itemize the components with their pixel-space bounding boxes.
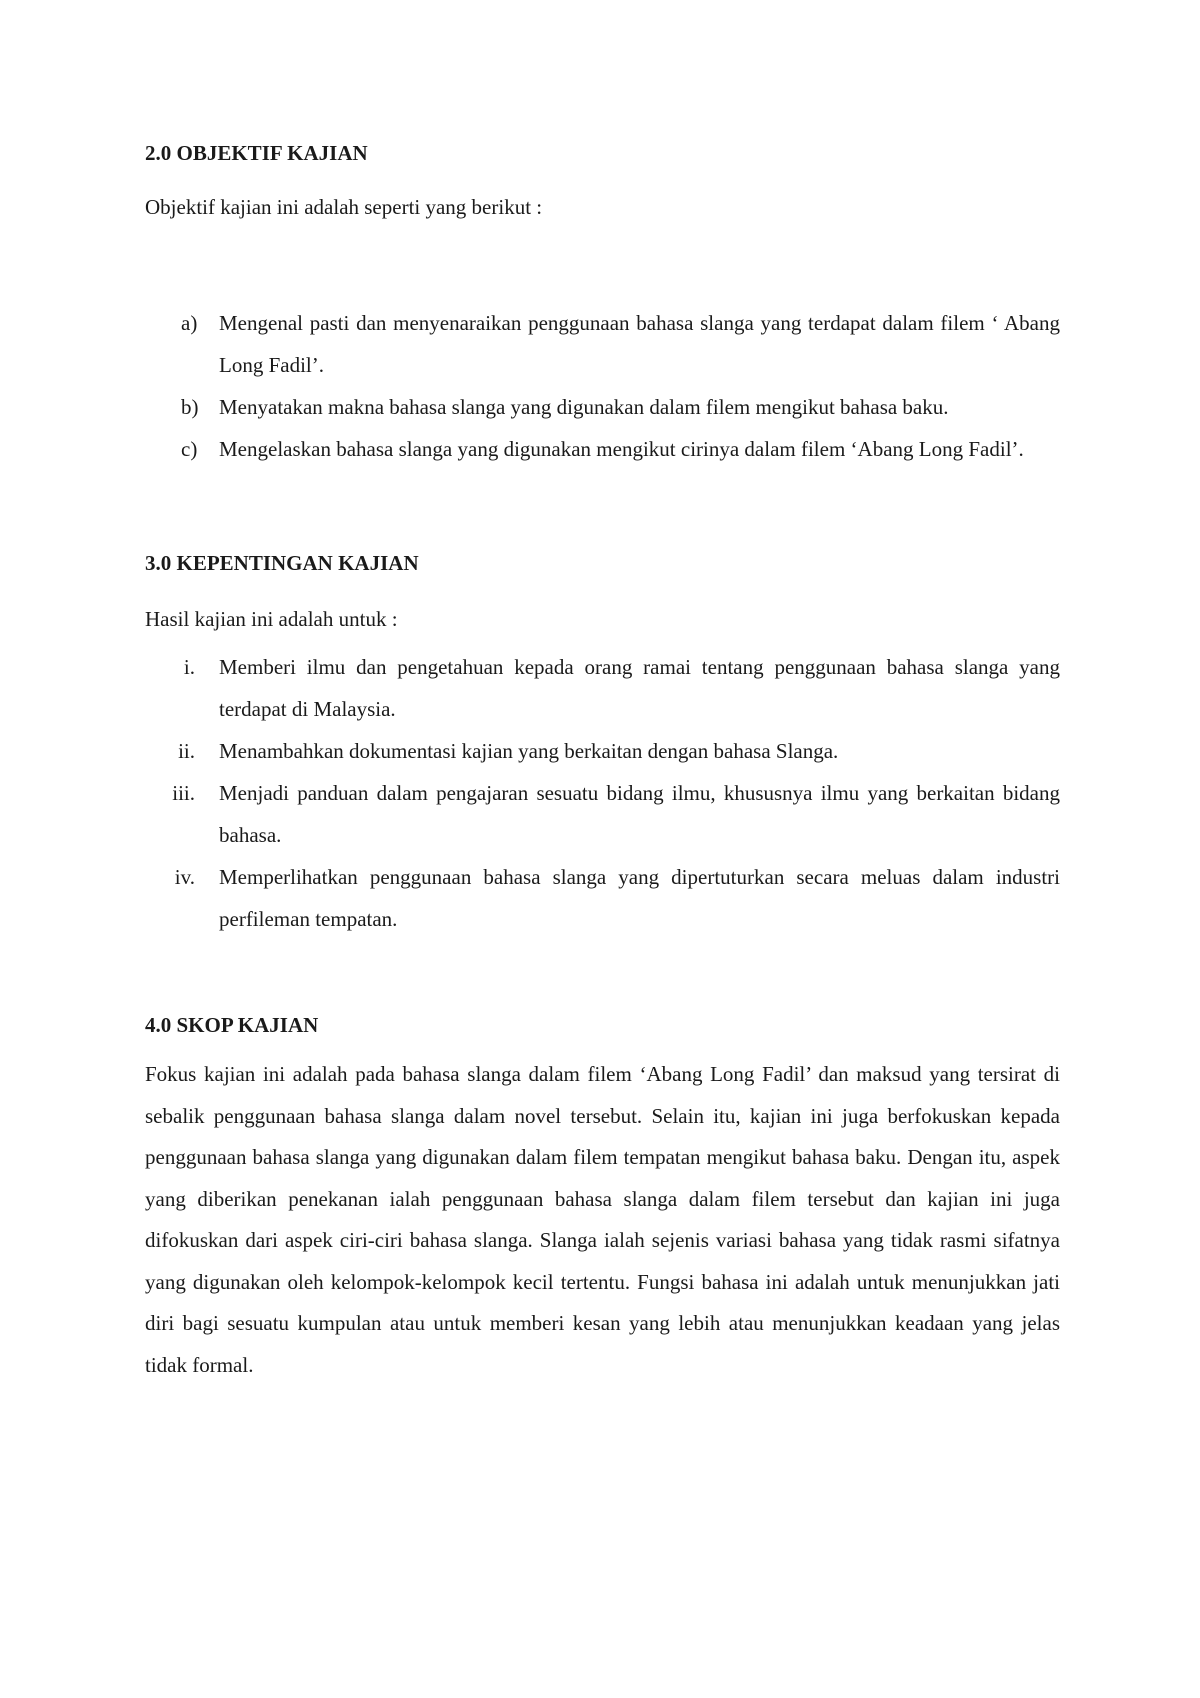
list-item-text: Memperlihatkan penggunaan bahasa slanga yang dipertuturkan secara meluas dalam industri perfileman tempatan. bbox=[219, 865, 1060, 931]
list-item bbox=[145, 856, 1060, 940]
heading-skop-kajian: 4.0 SKOP KAJIAN bbox=[145, 1013, 319, 1037]
list-item bbox=[145, 646, 1060, 730]
list-marker: ii. bbox=[178, 739, 195, 763]
list-item bbox=[145, 428, 1060, 470]
list-marker: a) bbox=[181, 311, 198, 335]
list-item-text: Menambahkan dokumentasi kajian yang berkaitan dengan bahasa Slanga. bbox=[219, 739, 839, 763]
list-marker: c) bbox=[181, 437, 198, 461]
objektif-list bbox=[145, 302, 1060, 470]
document-page bbox=[145, 140, 1060, 1386]
intro-objektif: Objektif kajian ini adalah seperti yang berikut : bbox=[145, 195, 543, 219]
list-marker: i. bbox=[183, 655, 195, 679]
list-marker: b) bbox=[181, 395, 199, 419]
skop-paragraph: Fokus kajian ini adalah pada bahasa slanga dalam filem ‘Abang Long Fadil’ dan maksud yang tersirat di sebalik penggunaan bahasa slanga dalam novel tersebut. Selain itu, kajian ini juga berfokuskan kepada penggunaan bahasa slanga yang digunakan dalam filem tempatan mengikut bahasa baku. Dengan itu, aspek yang diberikan penekanan ialah penggunaan bahasa slanga dalam filem tersebut dan kajian ini juga difokuskan dari aspek ciri-ciri bahasa slanga. Slanga ialah sejenis variasi bahasa yang tidak rasmi sifatnya yang digunakan oleh kelompok-kelompok kecil tertentu. Fungsi bahasa ini adalah untuk menunjukkan jati diri bagi sesuatu kumpulan atau untuk memberi kesan yang lebih atau menunjukkan keadaan yang jelas tidak formal. bbox=[145, 1062, 1060, 1377]
list-item-text: Memberi ilmu dan pengetahuan kepada orang ramai tentang penggunaan bahasa slanga yang terdapat di Malaysia. bbox=[219, 655, 1060, 721]
list-item-text: Menjadi panduan dalam pengajaran sesuatu bidang ilmu, khususnya ilmu yang berkaitan bidang bahasa. bbox=[219, 781, 1060, 847]
list-item bbox=[145, 772, 1060, 856]
list-item bbox=[145, 730, 1060, 772]
list-item bbox=[145, 386, 1060, 428]
list-item-text: Menyatakan makna bahasa slanga yang digunakan dalam filem mengikut bahasa baku. bbox=[219, 395, 949, 419]
intro-kepentingan: Hasil kajian ini adalah untuk : bbox=[145, 607, 398, 631]
heading-objektif-kajian: 2.0 OBJEKTIF KAJIAN bbox=[145, 141, 368, 165]
list-marker: iv. bbox=[174, 865, 195, 889]
list-item-text: Mengenal pasti dan menyenaraikan penggunaan bahasa slanga yang terdapat dalam filem ‘ Abang Long Fadil’. bbox=[219, 311, 1060, 377]
heading-kepentingan-kajian: 3.0 KEPENTINGAN KAJIAN bbox=[145, 551, 419, 575]
kepentingan-list bbox=[145, 646, 1060, 940]
list-marker: iii. bbox=[172, 781, 195, 805]
list-item bbox=[145, 302, 1060, 386]
list-item-text: Mengelaskan bahasa slanga yang digunakan mengikut cirinya dalam filem ‘Abang Long Fadil’. bbox=[219, 437, 1024, 461]
